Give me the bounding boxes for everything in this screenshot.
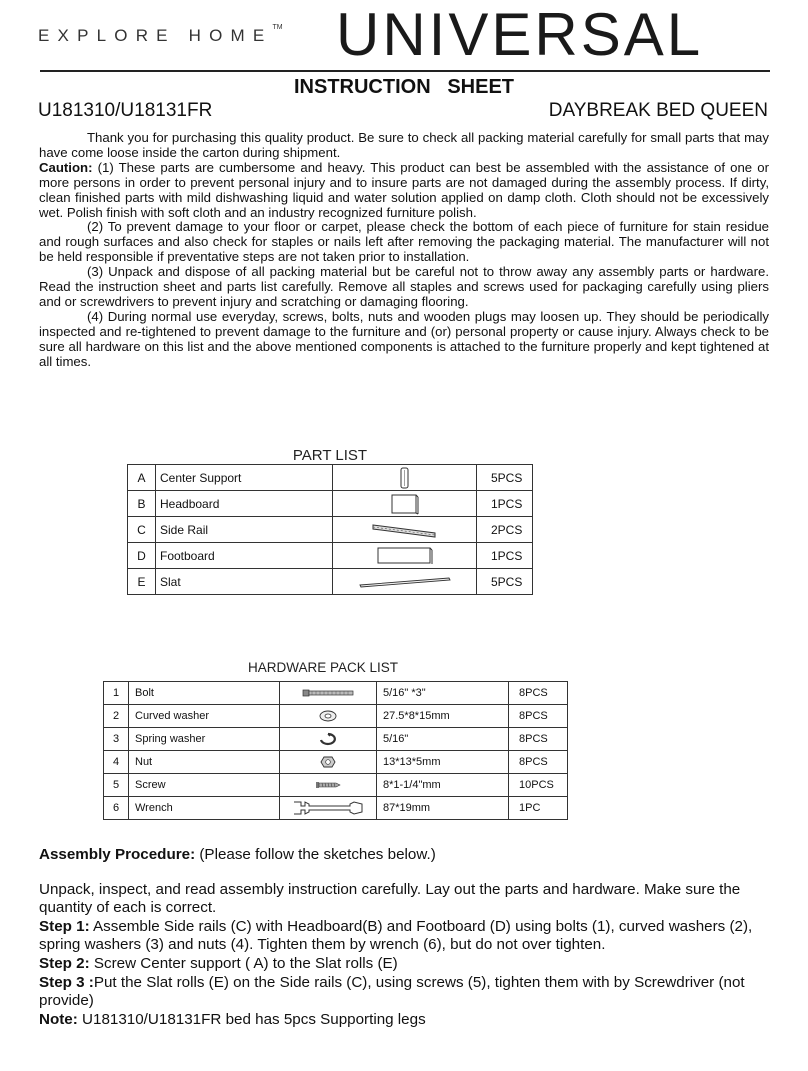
headboard-icon — [333, 491, 477, 517]
hardware-number: 2 — [104, 705, 129, 728]
hardware-size: 5/16" *3" — [377, 682, 509, 705]
part-qty: 5PCS — [477, 465, 533, 491]
step-2 — [39, 955, 779, 974]
hardware-number: 1 — [104, 682, 129, 705]
screw-icon — [280, 774, 377, 797]
table-row — [128, 465, 533, 491]
part-qty: 1PCS — [477, 543, 533, 569]
step-2-text: Screw Center support ( A) to the Slat rolls (E) — [89, 954, 398, 972]
hardware-number: 5 — [104, 774, 129, 797]
assembly-heading-label: Assembly Procedure: — [39, 846, 196, 863]
hardware-name: Nut — [129, 751, 280, 774]
part-name: Side Rail — [156, 517, 333, 543]
note — [39, 1011, 779, 1030]
part-list-title: PART LIST — [292, 447, 368, 464]
model-number: U181310/U18131FR — [38, 100, 213, 121]
caution-text: (1) These parts are cumbersome and heavy. This product can best be assembled with the assistance of one or more persons in order to prevent personal injury and to insure parts are not damaged during the assembly process. If dirty, clean finished parts with mild dishwashing liquid and water solution applied on damp cloth. Cloth should not be excessively wet. Polish finish with soft cloth and an industry recognized furniture polish. — [39, 159, 769, 220]
trademark: TM — [272, 24, 283, 31]
hardware-qty: 8PCS — [509, 705, 568, 728]
hardware-size: 8*1-1/4"mm — [377, 774, 509, 797]
hardware-number: 6 — [104, 797, 129, 820]
table-row — [128, 543, 533, 569]
table-row — [128, 569, 533, 595]
intro-text — [39, 131, 769, 370]
part-qty: 5PCS — [477, 569, 533, 595]
step-2-label: Step 2: — [39, 954, 90, 972]
note-text: U181310/U18131FR bed has 5pcs Supporting legs — [77, 1010, 426, 1028]
step-3 — [39, 974, 779, 1011]
step-1 — [39, 918, 779, 955]
part-name: Center Support — [156, 465, 333, 491]
caution-paragraph-3: (3) Unpack and dispose of all packing material but be careful not to throw away any assembly parts or hardware. Read the instruction sheet and parts list carefully. Remove all staples and screws used for packaging carefully using pliers and or screwdrivers to prevent injury and scratching or damaging flooring. — [39, 264, 769, 309]
side-rail-icon — [333, 517, 477, 543]
hardware-name: Screw — [129, 774, 280, 797]
hardware-name: Curved washer — [129, 705, 280, 728]
part-qty: 1PCS — [477, 491, 533, 517]
part-name: Footboard — [156, 543, 333, 569]
hardware-size: 13*13*5mm — [377, 751, 509, 774]
table-row — [104, 774, 568, 797]
hardware-qty: 8PCS — [509, 682, 568, 705]
caution-label: Caution: — [39, 159, 93, 175]
part-name: Slat — [156, 569, 333, 595]
hardware-name: Spring washer — [129, 728, 280, 751]
footboard-icon — [333, 543, 477, 569]
slat-icon — [333, 569, 477, 595]
table-row — [128, 491, 533, 517]
product-name: DAYBREAK BED QUEEN — [548, 100, 768, 121]
bolt-icon — [280, 682, 377, 705]
step-1-text: Assemble Side rails (C) with Headboard(B) and Footboard (D) using bolts (1), curved washers (2), spring washers (3) and nuts (4). Tighten them by wrench (6), but do not over tighten. — [39, 917, 753, 954]
hardware-name: Wrench — [129, 797, 280, 820]
nut-icon — [280, 751, 377, 774]
assembly-intro: Unpack, inspect, and read assembly instruction carefully. Lay out the parts and hardware. Make sure the quantity of each is correct. — [39, 880, 741, 917]
hardware-size: 5/16" — [377, 728, 509, 751]
table-row — [104, 728, 568, 751]
assembly-heading-note: (Please follow the sketches below.) — [195, 846, 436, 863]
part-letter: B — [128, 491, 156, 517]
part-letter: C — [128, 517, 156, 543]
table-row — [104, 797, 568, 820]
header-divider — [40, 70, 770, 72]
spacer — [39, 865, 779, 881]
step-1-label: Step 1: — [39, 917, 90, 935]
assembly-section — [39, 846, 779, 1029]
hardware-qty: 8PCS — [509, 751, 568, 774]
part-letter: E — [128, 569, 156, 595]
hardware-size: 27.5*8*15mm — [377, 705, 509, 728]
caution-paragraph-4: (4) During normal use everyday, screws, bolts, nuts and wooden plugs may loosen up. They should be periodically inspected and re-tightened to prevent damage to the furniture and (or) personal property or cause injury. Always check to be sure all hardware on this list and the above mentioned components is attached to the furniture properly and kept tightened at all times. — [39, 308, 769, 369]
part-list-table — [127, 464, 533, 595]
brand-logo: UNIVERSAL — [336, 1, 704, 68]
step-3-text: Put the Slat rolls (E) on the Side rails (C), using screws (5), tighten them with by Screwdriver (not provide) — [39, 973, 745, 1010]
hardware-number: 4 — [104, 751, 129, 774]
wrench-icon — [280, 797, 377, 820]
step-3-label: Step 3 : — [39, 973, 94, 991]
page-title — [0, 76, 808, 99]
intro-paragraph: Thank you for purchasing this quality product. Be sure to check all packing material carefully for small parts that may have come loose inside the carton during shipment. — [39, 130, 769, 160]
caution-paragraph-2: (2) To prevent damage to your floor or carpet, please check the bottom of each piece of furniture for stain residue and rough surfaces and also check for staples or nails left after removing the packaging material. The manufacturer will not be held responsible if preventative steps are not taken prior to installation. — [39, 219, 769, 265]
brand-small — [38, 26, 283, 46]
hardware-list-table — [103, 681, 568, 820]
table-row — [104, 751, 568, 774]
curved-washer-icon — [280, 705, 377, 728]
hardware-number: 3 — [104, 728, 129, 751]
hardware-qty: 10PCS — [509, 774, 568, 797]
hardware-qty: 1PC — [509, 797, 568, 820]
spring-washer-icon — [280, 728, 377, 751]
assembly-heading — [39, 846, 779, 865]
caution-paragraph — [39, 161, 769, 221]
part-name: Headboard — [156, 491, 333, 517]
hardware-qty: 8PCS — [509, 728, 568, 751]
hardware-size: 87*19mm — [377, 797, 509, 820]
table-row — [104, 705, 568, 728]
page-title-text: INSTRUCTION SHEET — [293, 76, 514, 98]
table-row — [128, 517, 533, 543]
table-row — [104, 682, 568, 705]
part-letter: D — [128, 543, 156, 569]
hardware-list-title: HARDWARE PACK LIST — [247, 660, 399, 675]
part-qty: 2PCS — [477, 517, 533, 543]
brand-small-text: EXPLORE HOME — [38, 26, 273, 45]
hardware-name: Bolt — [129, 682, 280, 705]
note-label: Note: — [39, 1010, 78, 1028]
part-letter: A — [128, 465, 156, 491]
center-support-icon — [333, 465, 477, 491]
